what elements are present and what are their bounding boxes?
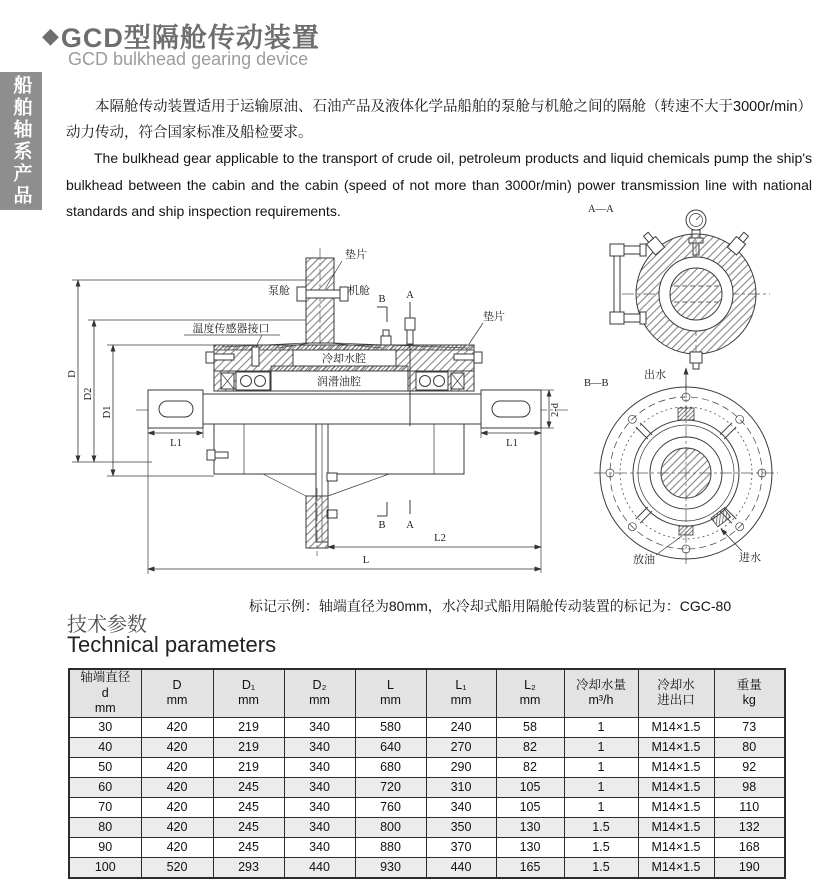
table-cell: 420 bbox=[141, 817, 213, 837]
table-row bbox=[69, 717, 785, 737]
table-cell: 420 bbox=[141, 737, 213, 757]
table-cell: 1.5 bbox=[564, 817, 638, 837]
table-row bbox=[69, 857, 785, 878]
table-cell: 930 bbox=[355, 857, 426, 878]
table-cell: 40 bbox=[69, 737, 141, 757]
table-row bbox=[69, 817, 785, 837]
table-cell: 50 bbox=[69, 757, 141, 777]
dim-l1-left bbox=[148, 428, 203, 449]
bearing-left bbox=[236, 372, 270, 390]
table-cell: 800 bbox=[355, 817, 426, 837]
section-mark-B: B bbox=[378, 294, 386, 305]
intro-paragraph-en: The bulkhead gear applicable to the transport of crude oil, petroleum products and liquid chemicals pump the ship's bulkhead between the cabin and the cabin (speed of not more than 3000r/min) power transmission line with national standards and ship inspection requirements. bbox=[66, 150, 812, 219]
svg-text:L1: L1 bbox=[170, 438, 182, 449]
table-cell: 420 bbox=[141, 757, 213, 777]
lube-oil-chamber-label: 润滑油腔 bbox=[317, 376, 361, 388]
table-cell: 420 bbox=[141, 797, 213, 817]
temp-sensor-label: 温度传感器接口 bbox=[192, 323, 270, 335]
table-cell: 219 bbox=[213, 757, 284, 777]
side-tab-ship-shaft-products bbox=[0, 72, 42, 210]
table-cell: 1 bbox=[564, 757, 638, 777]
table-row bbox=[69, 737, 785, 757]
page-title-cn: GCD型隔舱传动装置 bbox=[60, 23, 320, 53]
svg-text:B: B bbox=[378, 520, 386, 531]
table-cell: 105 bbox=[496, 777, 564, 797]
svg-text:L: L bbox=[362, 555, 370, 566]
table-cell: M14×1.5 bbox=[638, 737, 714, 757]
outlet-fitting bbox=[678, 408, 694, 420]
table-cell: 245 bbox=[213, 837, 284, 857]
column-header: L₁ mm bbox=[426, 669, 496, 717]
gasket-top-label: 垫片 bbox=[345, 249, 367, 261]
dim-label-D1: D1 bbox=[102, 405, 113, 419]
table-cell: 105 bbox=[496, 797, 564, 817]
table-cell: 80 bbox=[714, 737, 785, 757]
oil-drain-label: 放油 bbox=[633, 554, 655, 566]
table-cell: M14×1.5 bbox=[638, 817, 714, 837]
table-cell: 440 bbox=[426, 857, 496, 878]
view-bb-title: B—B bbox=[584, 378, 609, 389]
table-cell: 270 bbox=[426, 737, 496, 757]
table-cell: 420 bbox=[141, 837, 213, 857]
svg-text:A: A bbox=[406, 520, 414, 531]
column-header: D₁ mm bbox=[213, 669, 284, 717]
table-cell: 680 bbox=[355, 757, 426, 777]
table-cell: 190 bbox=[714, 857, 785, 878]
section-title-cn: 技术参数 bbox=[67, 614, 147, 636]
table-cell: 760 bbox=[355, 797, 426, 817]
view-a-a bbox=[588, 204, 770, 369]
table-cell: 100 bbox=[69, 857, 141, 878]
table-cell: 340 bbox=[426, 797, 496, 817]
table-cell: 440 bbox=[284, 857, 355, 878]
page-title-en: GCD bulkhead gearing device bbox=[68, 49, 309, 69]
table-cell: 420 bbox=[141, 777, 213, 797]
table-cell: 168 bbox=[714, 837, 785, 857]
table-cell: 310 bbox=[426, 777, 496, 797]
view-aa-title: A—A bbox=[588, 204, 614, 215]
column-header: L mm bbox=[355, 669, 426, 717]
table-cell: 420 bbox=[141, 717, 213, 737]
table-cell: M14×1.5 bbox=[638, 837, 714, 857]
table-cell: M14×1.5 bbox=[638, 797, 714, 817]
table-head-row bbox=[69, 669, 785, 717]
table-cell: 58 bbox=[496, 717, 564, 737]
section-marks-bottom bbox=[377, 500, 414, 531]
section-title-en: Technical parameters bbox=[67, 632, 277, 657]
column-header: D mm bbox=[141, 669, 213, 717]
table-cell: 580 bbox=[355, 717, 426, 737]
table-cell: 350 bbox=[426, 817, 496, 837]
housing bbox=[206, 345, 482, 391]
table-row bbox=[69, 837, 785, 857]
table-cell: 240 bbox=[426, 717, 496, 737]
table-cell: 132 bbox=[714, 817, 785, 837]
column-header: D₂ mm bbox=[284, 669, 355, 717]
table-cell: 1 bbox=[564, 777, 638, 797]
table-cell: 520 bbox=[141, 857, 213, 878]
table-cell: M14×1.5 bbox=[638, 717, 714, 737]
table-cell: 219 bbox=[213, 737, 284, 757]
intro-paragraph-cn: 本隔舱传动装置适用于运输原油、石油产品及液体化学品船舶的泵舱与机舱之间的隔舱（转速不大于3000r/min）动力传动，符合国家标准及船检要求。 bbox=[66, 98, 812, 141]
side-tab-label: 船舶轴系产品 bbox=[10, 75, 32, 207]
table-cell: 720 bbox=[355, 777, 426, 797]
table-cell: 92 bbox=[714, 757, 785, 777]
table-cell: 340 bbox=[284, 817, 355, 837]
table-cell: 60 bbox=[69, 777, 141, 797]
table-cell: 98 bbox=[714, 777, 785, 797]
cooling-water-chamber-label: 冷却水腔 bbox=[322, 353, 366, 365]
shaft bbox=[148, 390, 541, 428]
table-body bbox=[69, 717, 785, 878]
view-b-b bbox=[584, 367, 778, 566]
svg-text:L1: L1 bbox=[506, 438, 518, 449]
diamond-bullet-icon: ◆ bbox=[42, 22, 59, 48]
bearing-right bbox=[416, 372, 448, 390]
technical-drawing bbox=[66, 196, 840, 594]
table-cell: 340 bbox=[284, 837, 355, 857]
engine-cabin-label: 机舱 bbox=[348, 285, 370, 297]
table-cell: 340 bbox=[284, 717, 355, 737]
svg-text:L2: L2 bbox=[434, 533, 446, 544]
table-cell: 293 bbox=[213, 857, 284, 878]
table-cell: 370 bbox=[426, 837, 496, 857]
pump-cabin-label: 泵舱 bbox=[268, 285, 290, 297]
coupling-body bbox=[207, 424, 464, 542]
dim-label-D: D bbox=[67, 370, 78, 378]
table-row bbox=[69, 797, 785, 817]
table-cell: M14×1.5 bbox=[638, 757, 714, 777]
table-cell: 1 bbox=[564, 717, 638, 737]
table-cell: 73 bbox=[714, 717, 785, 737]
table-row bbox=[69, 757, 785, 777]
table-cell: 82 bbox=[496, 757, 564, 777]
table-cell: 245 bbox=[213, 817, 284, 837]
table-cell: 290 bbox=[426, 757, 496, 777]
table-cell: 1 bbox=[564, 737, 638, 757]
seal-right bbox=[451, 373, 464, 389]
column-header: 冷却水 进出口 bbox=[638, 669, 714, 717]
table-cell: 219 bbox=[213, 717, 284, 737]
water-in-label: 进水 bbox=[739, 552, 761, 564]
table-cell: 70 bbox=[69, 797, 141, 817]
dim-l1-right bbox=[481, 428, 541, 449]
table-cell: 640 bbox=[355, 737, 426, 757]
column-header: 冷却水量 m³/h bbox=[564, 669, 638, 717]
table-row bbox=[69, 777, 785, 797]
table-cell: 130 bbox=[496, 817, 564, 837]
marking-example: 标记示例：轴端直径为80mm，水冷却式船用隔舱传动装置的标记为：CGC-80 bbox=[248, 598, 732, 614]
table-cell: 1.5 bbox=[564, 857, 638, 878]
table-cell: 245 bbox=[213, 777, 284, 797]
column-header: 轴端直径 d mm bbox=[69, 669, 141, 717]
table-cell: 340 bbox=[284, 757, 355, 777]
table-cell: 80 bbox=[69, 817, 141, 837]
section-mark-A: A bbox=[406, 290, 414, 301]
seal-left bbox=[221, 373, 234, 389]
column-header: 重量 kg bbox=[714, 669, 785, 717]
table-cell: 90 bbox=[69, 837, 141, 857]
gasket-right-label: 垫片 bbox=[483, 311, 505, 323]
table-cell: M14×1.5 bbox=[638, 857, 714, 878]
drain-plug bbox=[679, 526, 693, 535]
table-cell: 340 bbox=[284, 737, 355, 757]
table-cell: 110 bbox=[714, 797, 785, 817]
table-cell: 880 bbox=[355, 837, 426, 857]
water-out-label: 出水 bbox=[644, 369, 666, 381]
table-cell: 1 bbox=[564, 797, 638, 817]
main-section-view bbox=[67, 247, 571, 574]
column-header: L₂ mm bbox=[496, 669, 564, 717]
table-cell: 30 bbox=[69, 717, 141, 737]
dim-2d bbox=[541, 390, 561, 428]
temp-sensor-port bbox=[252, 347, 259, 366]
table-cell: 130 bbox=[496, 837, 564, 857]
table-cell: 82 bbox=[496, 737, 564, 757]
inlet-fitting bbox=[711, 508, 730, 527]
table-cell: M14×1.5 bbox=[638, 777, 714, 797]
technical-parameters-table bbox=[68, 668, 786, 879]
table-cell: 1.5 bbox=[564, 837, 638, 857]
dim-label-D2: D2 bbox=[83, 387, 94, 401]
table-cell: 340 bbox=[284, 797, 355, 817]
table-cell: 340 bbox=[284, 777, 355, 797]
table-cell: 165 bbox=[496, 857, 564, 878]
table-cell: 245 bbox=[213, 797, 284, 817]
svg-text:2-d: 2-d bbox=[550, 403, 561, 417]
